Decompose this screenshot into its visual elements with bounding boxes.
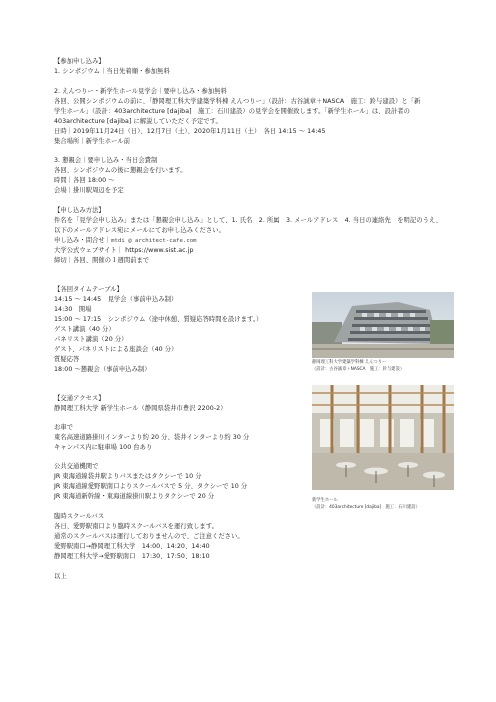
participation-item-3: 3. 懇親会｜要申し込み・当日会費制 [54, 157, 158, 164]
participation-heading: 【参加申し込み】 [54, 58, 105, 65]
participation-item-2-place: 集合場所｜新学生ホール前 [54, 138, 131, 145]
application-line-1: 件名を「見学会申し込み」または「懇親会申し込み」として、1. 氏名 2. 所属 3. メールアドレス 4. 当日の連絡先 を明記のうえ、 [54, 217, 442, 224]
bus-line-2: 通常のスクールバスは運行しておりませんので、ご注意ください。 [54, 533, 244, 540]
timetable-row: パネリスト講演（20 分） [54, 336, 128, 343]
access-transit-2: JR 東海道線愛野駅南口よりスクールバスで 5 分、タクシーで 10 分 [54, 483, 248, 490]
application-line-2: 以下のメールアドレス宛にメールにてお申し込みください。 [54, 227, 225, 234]
contact-label: 申し込み・問合せ｜ [54, 237, 112, 244]
access-transit-3: JR 東海道新幹線・東海道線掛川駅よりタクシーで 20 分 [54, 493, 215, 500]
timetable-row: 18:00 ～懇親会（事前申込み制） [54, 366, 151, 373]
bus-heading: 臨時スクールバス [54, 513, 105, 520]
timetable-row: 14:15 ～ 14:45 見学会（事前申込み制） [54, 296, 178, 303]
access-car-heading: お車で [54, 424, 74, 431]
participation-item-1: 1. シンポジウム｜当日先着順・参加無料 [54, 68, 170, 75]
timetable-row: 14:30 開場 [54, 306, 92, 313]
timetable-row: 15:00 ～ 17:15 シンポジウム（途中休憩、質疑応答時間を設けます。） [54, 316, 263, 323]
hall-interior-photo-image [312, 385, 454, 490]
access-car-2: キャンパス内に駐車場 100 台あり [54, 444, 153, 451]
participation-item-2-desc-1: 各回、公開シンポジウムの前に、「静岡理工科大学建築学科棟 えんつりー」（設計：古谷誠章＋NASCA 施工：鈴与建設）と「新 [54, 98, 421, 105]
timetable-row: ゲスト講演（40 分） [54, 326, 115, 333]
hall-photo-caption-2: （設計：403architecture [dajiba] 施工：石川建設） [312, 505, 420, 510]
timetable-row: 質疑応答 [54, 356, 80, 363]
access-address: 静岡理工科大学 新学生ホール（静岡県袋井市豊沢 2200-2） [54, 405, 227, 412]
participation-item-2: 2. えんつりー・新学生ホール見学会｜要申し込み・参加無料 [54, 88, 227, 95]
access-transit-1: JR 東海道線袋井駅よりバスまたはタクシーで 10 分 [54, 473, 202, 480]
bus-route-1: 愛野駅南口→静岡理工科大学 14:00、14:20、14:40 [54, 543, 210, 550]
participation-item-3-desc: 各回、シンポジウムの後に懇親会を行います。 [54, 167, 187, 174]
building-photo-caption-2: （設計：古谷誠章＋NASCA 施工：鈴与建設） [312, 367, 405, 372]
participation-item-2-desc-2: 学生ホール」（設計：403architecture [dajiba] 施工：石川建設）の見学会を開催致します。「新学生ホール」は、設計者の [54, 108, 410, 115]
participation-item-3-venue: 会場｜掛川駅周辺を予定 [54, 187, 124, 194]
bus-route-2: 静岡理工科大学→愛野駅南口 17:30、17:50、18:10 [54, 553, 210, 560]
hall-photo-caption-1: 新学生ホール [312, 498, 338, 503]
hall-interior-photo [312, 385, 454, 490]
application-contact [54, 236, 197, 246]
closing-text: 以上 [54, 573, 67, 580]
access-transit-heading: 公共交通機関で [54, 463, 99, 470]
application-website[interactable]: 大学公式ウェブサイト｜ https://www.sist.ac.jp [54, 247, 194, 254]
timetable-heading: 【各回タイムテーブル】 [54, 286, 123, 293]
access-car-1: 東名高速道路掛川インターより約 20 分、袋井インターより約 30 分 [54, 434, 250, 441]
building-photo-caption-1: 静岡理工科大学建築学科棟 えんつりー [312, 360, 387, 365]
application-heading: 【申し込み方法】 [54, 207, 105, 214]
timetable-row: ゲスト、パネリストによる座談会（40 分） [54, 346, 178, 353]
participation-item-2-dates: 日時｜2019年11月24日（日）、12月7日（土）、2020年1月11日（土） 各日 14:15 ～ 14:45 [54, 128, 326, 135]
participation-item-3-time: 時間｜各回 18:00 ～ [54, 177, 115, 184]
contact-email[interactable]: mtdi @ architect-cafe.com [111, 238, 197, 244]
bus-line-1: 各日、愛野駅南口より臨時スクールバスを運行致します。 [54, 523, 218, 530]
building-photo [312, 292, 454, 358]
access-heading: 【交通アクセス】 [54, 395, 105, 402]
application-deadline: 締切｜各回、開催の１週間前まで [54, 257, 150, 264]
building-photo-image [312, 292, 454, 358]
participation-item-2-desc-3: 403architecture [dajiba] に解説していただく予定です。 [54, 118, 222, 125]
